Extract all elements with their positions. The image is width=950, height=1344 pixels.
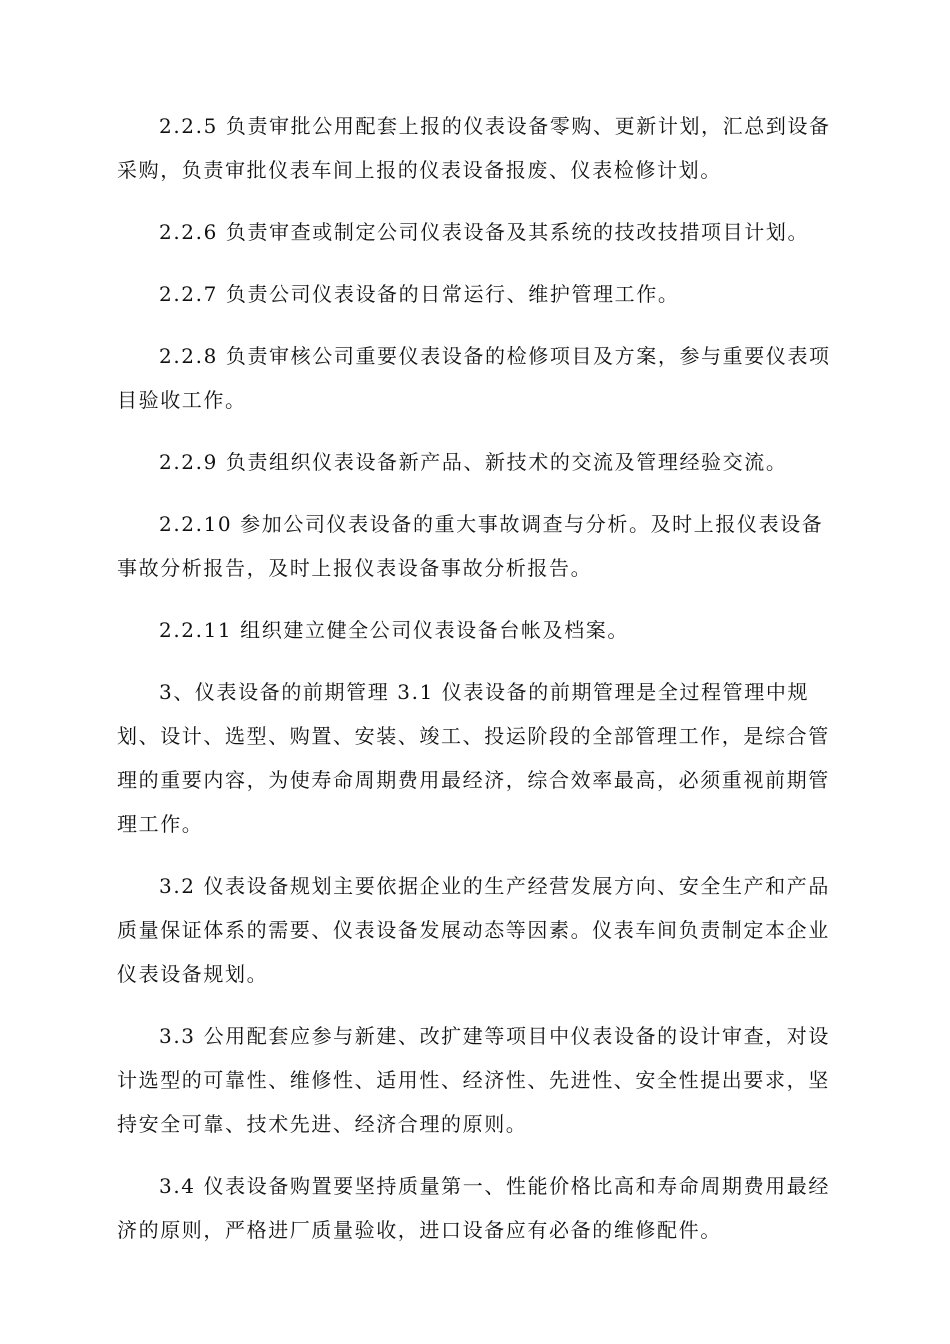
paragraph-2-2-6: 2.2.6 负责审查或制定公司仪表设备及其系统的技改技措项目计划。	[159, 220, 810, 244]
paragraph-2-2-5: 2.2.5 负责审批公用配套上报的仪表设备零购、更新计划，汇总到设备采购，负责审批仪表车间上报的仪表设备报废、仪表检修计划。	[117, 114, 831, 182]
paragraph-3-1: 3、仪表设备的前期管理 3.1 仪表设备的前期管理是全过程管理中规划、设计、选型、购置、安装、竣工、投运阶段的全部管理工作，是综合管理的重要内容，为使寿命周期费用最经济，综合效率最高，必须重视前期管理工作。	[117, 680, 830, 836]
paragraph-2-2-10: 2.2.10 参加公司仪表设备的重大事故调查与分析。及时上报仪表设备事故分析报告，及时上报仪表设备事故分析报告。	[117, 512, 824, 580]
paragraph-2-2-11: 2.2.11 组织建立健全公司仪表设备台帐及档案。	[159, 618, 629, 642]
paragraph-3-2: 3.2 仪表设备规划主要依据企业的生产经营发展方向、安全生产和产品质量保证体系的需要、仪表设备发展动态等因素。仪表车间负责制定本企业仪表设备规划。	[117, 874, 830, 986]
paragraph-2-2-9: 2.2.9 负责组织仪表设备新产品、新技术的交流及管理经验交流。	[159, 450, 788, 474]
paragraph-2-2-7: 2.2.7 负责公司仪表设备的日常运行、维护管理工作。	[159, 282, 680, 306]
paragraph-2-2-8: 2.2.8 负责审核公司重要仪表设备的检修项目及方案，参与重要仪表项目验收工作。	[117, 344, 831, 412]
paragraph-3-3: 3.3 公用配套应参与新建、改扩建等项目中仪表设备的设计审查，对设计选型的可靠性、维修性、适用性、经济性、先进性、安全性提出要求，坚持安全可靠、技术先进、经济合理的原则。	[117, 1024, 830, 1136]
document-body	[117, 104, 837, 1270]
paragraph-3-4: 3.4 仪表设备购置要坚持质量第一、性能价格比高和寿命周期费用最经济的原则，严格进厂质量验收，进口设备应有必备的维修配件。	[117, 1174, 830, 1242]
